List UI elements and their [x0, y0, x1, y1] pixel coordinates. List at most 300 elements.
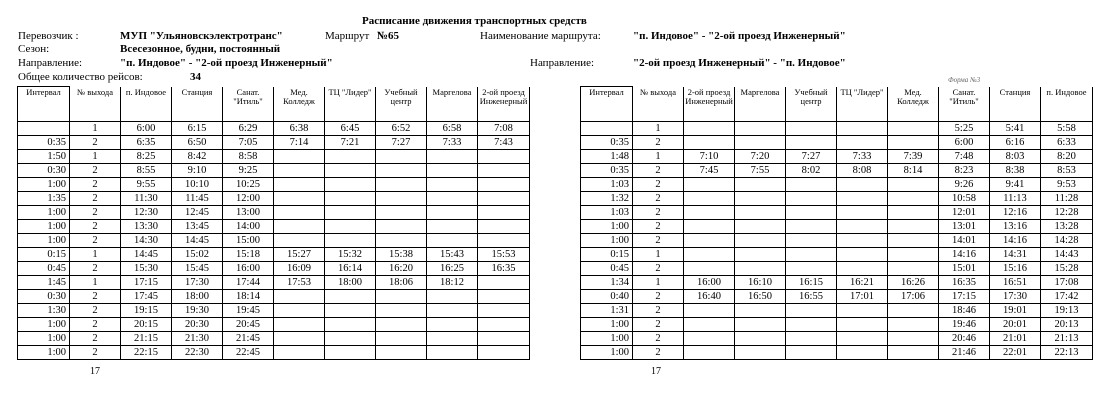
time-cell	[427, 234, 478, 248]
column-header: Учебный центр	[376, 87, 427, 122]
time-cell	[274, 220, 325, 234]
time-cell: 19:13	[1041, 304, 1093, 318]
column-header: 2-ой проезд Инженерный	[684, 87, 735, 122]
time-cell	[684, 220, 735, 234]
interval-cell: 1:00	[18, 346, 70, 360]
exit-number-cell: 2	[70, 346, 121, 360]
exit-number-cell: 1	[70, 122, 121, 136]
column-header: п. Индовое	[1041, 87, 1093, 122]
time-cell: 9:41	[990, 178, 1041, 192]
column-header: ТЦ "Лидер"	[325, 87, 376, 122]
time-cell	[427, 332, 478, 346]
table-row	[18, 220, 530, 234]
carrier-label: Перевозчик :	[18, 30, 79, 42]
time-cell: 18:12	[427, 276, 478, 290]
time-cell: 14:00	[223, 220, 274, 234]
time-cell: 16:21	[837, 276, 888, 290]
time-cell: 22:15	[121, 346, 172, 360]
time-cell	[478, 318, 530, 332]
time-cell: 19:45	[223, 304, 274, 318]
exit-number-cell: 2	[70, 234, 121, 248]
time-cell: 12:28	[1041, 206, 1093, 220]
time-cell: 14:16	[939, 248, 990, 262]
direction-right-label: Направление:	[530, 57, 595, 69]
time-cell	[684, 332, 735, 346]
time-cell: 15:00	[223, 234, 274, 248]
time-cell: 20:46	[939, 332, 990, 346]
exit-number-cell: 1	[70, 276, 121, 290]
time-cell: 10:58	[939, 192, 990, 206]
time-cell	[427, 192, 478, 206]
time-cell	[274, 234, 325, 248]
time-cell	[478, 346, 530, 360]
time-cell	[478, 178, 530, 192]
season-label: Сезон:	[18, 43, 50, 55]
exit-number-cell: 2	[70, 164, 121, 178]
time-cell: 21:45	[223, 332, 274, 346]
time-cell	[325, 150, 376, 164]
exit-number-cell: 2	[633, 220, 684, 234]
time-cell	[274, 150, 325, 164]
interval-cell: 1:00	[18, 206, 70, 220]
time-cell: 12:30	[121, 206, 172, 220]
exit-number-cell: 2	[70, 136, 121, 150]
interval-cell: 0:35	[581, 136, 633, 150]
interval-cell: 0:45	[18, 262, 70, 276]
time-cell	[478, 150, 530, 164]
time-cell	[274, 318, 325, 332]
time-cell: 17:01	[837, 290, 888, 304]
interval-cell: 1:00	[581, 234, 633, 248]
table-row	[18, 192, 530, 206]
time-cell	[735, 136, 786, 150]
interval-cell: 1:00	[581, 346, 633, 360]
route-label: Маршрут	[325, 30, 370, 42]
time-cell: 20:01	[990, 318, 1041, 332]
column-header: Станция	[990, 87, 1041, 122]
table-row	[18, 178, 530, 192]
time-cell	[376, 290, 427, 304]
time-cell: 6:00	[939, 136, 990, 150]
time-cell	[735, 318, 786, 332]
time-cell	[735, 206, 786, 220]
column-header: Станция	[172, 87, 223, 122]
time-cell: 7:10	[684, 150, 735, 164]
time-cell: 19:01	[990, 304, 1041, 318]
time-cell	[376, 220, 427, 234]
exit-number-cell: 1	[633, 248, 684, 262]
time-cell: 14:28	[1041, 234, 1093, 248]
column-header: ТЦ "Лидер"	[837, 87, 888, 122]
table-row	[18, 206, 530, 220]
right-trip-count: 17	[651, 366, 661, 377]
time-cell: 16:50	[735, 290, 786, 304]
time-cell	[376, 192, 427, 206]
time-cell	[888, 332, 939, 346]
column-header: п. Индовое	[121, 87, 172, 122]
time-cell: 8:20	[1041, 150, 1093, 164]
column-header: 2-ой проезд Инженерный	[478, 87, 530, 122]
time-cell: 21:46	[939, 346, 990, 360]
time-cell: 16:20	[376, 262, 427, 276]
time-cell: 16:00	[684, 276, 735, 290]
exit-number-cell: 1	[633, 276, 684, 290]
interval-cell: 1:00	[18, 332, 70, 346]
time-cell	[684, 346, 735, 360]
exit-number-cell: 1	[70, 150, 121, 164]
time-cell	[376, 164, 427, 178]
time-cell: 22:13	[1041, 346, 1093, 360]
time-cell: 8:53	[1041, 164, 1093, 178]
table-row	[18, 304, 530, 318]
time-cell	[735, 346, 786, 360]
time-cell	[684, 262, 735, 276]
interval-cell: 0:30	[18, 290, 70, 304]
time-cell	[427, 318, 478, 332]
time-cell	[786, 136, 837, 150]
table-row	[581, 318, 1093, 332]
time-cell	[837, 136, 888, 150]
form-number: Форма №3	[948, 76, 981, 84]
table-row	[18, 234, 530, 248]
time-cell: 17:30	[172, 276, 223, 290]
time-cell	[478, 192, 530, 206]
time-cell	[478, 304, 530, 318]
time-cell: 15:02	[172, 248, 223, 262]
time-cell: 19:46	[939, 318, 990, 332]
time-cell	[376, 332, 427, 346]
interval-cell: 0:15	[18, 248, 70, 262]
time-cell: 7:14	[274, 136, 325, 150]
time-cell	[684, 206, 735, 220]
time-cell	[376, 234, 427, 248]
time-cell	[735, 248, 786, 262]
time-cell: 16:10	[735, 276, 786, 290]
interval-cell: 0:45	[581, 262, 633, 276]
time-cell: 7:21	[325, 136, 376, 150]
time-cell	[837, 346, 888, 360]
time-cell: 17:06	[888, 290, 939, 304]
time-cell	[684, 234, 735, 248]
time-cell	[684, 248, 735, 262]
time-cell: 14:31	[990, 248, 1041, 262]
time-cell	[888, 122, 939, 136]
time-cell	[786, 318, 837, 332]
time-cell	[837, 122, 888, 136]
time-cell: 16:00	[223, 262, 274, 276]
time-cell: 6:33	[1041, 136, 1093, 150]
right-timetable	[580, 86, 1093, 360]
time-cell	[735, 332, 786, 346]
column-header: Маргелова	[735, 87, 786, 122]
time-cell	[888, 248, 939, 262]
time-cell: 22:30	[172, 346, 223, 360]
time-cell	[786, 192, 837, 206]
time-cell: 15:27	[274, 248, 325, 262]
exit-number-cell: 2	[70, 262, 121, 276]
table-row	[18, 346, 530, 360]
time-cell: 8:03	[990, 150, 1041, 164]
time-cell: 12:16	[990, 206, 1041, 220]
interval-cell: 0:35	[581, 164, 633, 178]
time-cell: 8:14	[888, 164, 939, 178]
time-cell: 16:26	[888, 276, 939, 290]
interval-cell: 1:00	[18, 178, 70, 192]
time-cell	[786, 178, 837, 192]
table-row	[18, 332, 530, 346]
time-cell	[888, 178, 939, 192]
interval-cell: 1:35	[18, 192, 70, 206]
interval-cell: 1:00	[581, 318, 633, 332]
time-cell: 16:09	[274, 262, 325, 276]
interval-cell: 0:30	[18, 164, 70, 178]
time-cell: 7:27	[786, 150, 837, 164]
time-cell: 13:01	[939, 220, 990, 234]
time-cell: 19:15	[121, 304, 172, 318]
time-cell: 7:08	[478, 122, 530, 136]
table-row	[581, 304, 1093, 318]
time-cell: 16:51	[990, 276, 1041, 290]
time-cell: 6:29	[223, 122, 274, 136]
time-cell: 7:27	[376, 136, 427, 150]
time-cell: 13:00	[223, 206, 274, 220]
time-cell	[427, 150, 478, 164]
interval-cell: 1:03	[581, 178, 633, 192]
time-cell: 17:30	[990, 290, 1041, 304]
exit-number-cell: 2	[633, 290, 684, 304]
exit-number-cell: 2	[70, 206, 121, 220]
time-cell	[325, 192, 376, 206]
column-header: Учебный центр	[786, 87, 837, 122]
time-cell	[735, 178, 786, 192]
column-header: Санат. "Итиль"	[223, 87, 274, 122]
column-header: Интервал	[18, 87, 70, 122]
time-cell: 18:14	[223, 290, 274, 304]
time-cell: 18:00	[325, 276, 376, 290]
time-cell: 17:42	[1041, 290, 1093, 304]
exit-number-cell: 1	[633, 122, 684, 136]
time-cell: 8:58	[223, 150, 274, 164]
time-cell: 6:50	[172, 136, 223, 150]
interval-cell	[18, 122, 70, 136]
time-cell	[274, 290, 325, 304]
left-timetable	[17, 86, 530, 360]
time-cell: 8:08	[837, 164, 888, 178]
time-cell	[837, 248, 888, 262]
column-header: Санат. "Итиль"	[939, 87, 990, 122]
time-cell: 7:43	[478, 136, 530, 150]
time-cell: 12:00	[223, 192, 274, 206]
time-cell: 13:28	[1041, 220, 1093, 234]
table-row	[18, 276, 530, 290]
time-cell: 18:06	[376, 276, 427, 290]
left-trip-count: 17	[90, 366, 100, 377]
time-cell: 16:25	[427, 262, 478, 276]
column-header: № выхода	[633, 87, 684, 122]
interval-cell: 0:15	[581, 248, 633, 262]
exit-number-cell: 2	[633, 164, 684, 178]
time-cell	[325, 178, 376, 192]
exit-number-cell: 1	[70, 248, 121, 262]
time-cell	[478, 290, 530, 304]
route-name-label: Наименование маршрута:	[480, 30, 601, 42]
time-cell: 9:53	[1041, 178, 1093, 192]
time-cell	[376, 150, 427, 164]
exit-number-cell: 2	[633, 136, 684, 150]
exit-number-cell: 2	[633, 206, 684, 220]
time-cell	[837, 192, 888, 206]
time-cell	[786, 206, 837, 220]
time-cell	[274, 304, 325, 318]
time-cell: 17:53	[274, 276, 325, 290]
table-row	[581, 276, 1093, 290]
time-cell	[478, 220, 530, 234]
time-cell: 16:35	[939, 276, 990, 290]
time-cell	[427, 220, 478, 234]
time-cell: 16:55	[786, 290, 837, 304]
time-cell	[478, 234, 530, 248]
time-cell: 11:45	[172, 192, 223, 206]
time-cell	[888, 234, 939, 248]
time-cell	[786, 234, 837, 248]
route-value: №65	[377, 30, 400, 42]
table-row	[581, 290, 1093, 304]
time-cell: 18:00	[172, 290, 223, 304]
time-cell	[376, 178, 427, 192]
time-cell: 8:42	[172, 150, 223, 164]
column-header: Мед. Колледж	[274, 87, 325, 122]
table-row	[18, 290, 530, 304]
time-cell: 16:40	[684, 290, 735, 304]
time-cell: 8:25	[121, 150, 172, 164]
time-cell	[274, 192, 325, 206]
table-row	[18, 318, 530, 332]
time-cell: 13:30	[121, 220, 172, 234]
time-cell: 20:15	[121, 318, 172, 332]
time-cell	[786, 122, 837, 136]
table-row	[581, 346, 1093, 360]
direction-left-label: Направление:	[18, 57, 83, 69]
exit-number-cell: 2	[70, 178, 121, 192]
time-cell: 22:01	[990, 346, 1041, 360]
time-cell	[684, 192, 735, 206]
interval-cell: 1:34	[581, 276, 633, 290]
time-cell	[376, 318, 427, 332]
time-cell: 21:13	[1041, 332, 1093, 346]
time-cell: 13:16	[990, 220, 1041, 234]
time-cell	[786, 248, 837, 262]
time-cell	[837, 234, 888, 248]
time-cell	[786, 332, 837, 346]
time-cell: 15:30	[121, 262, 172, 276]
time-cell	[888, 220, 939, 234]
time-cell: 7:20	[735, 150, 786, 164]
time-cell	[837, 220, 888, 234]
trips-label: Общее количество рейсов:	[18, 71, 143, 83]
time-cell: 20:45	[223, 318, 274, 332]
time-cell	[325, 304, 376, 318]
exit-number-cell: 1	[633, 150, 684, 164]
time-cell	[888, 192, 939, 206]
time-cell	[735, 220, 786, 234]
time-cell	[888, 262, 939, 276]
time-cell: 21:15	[121, 332, 172, 346]
time-cell	[325, 206, 376, 220]
time-cell	[735, 192, 786, 206]
time-cell: 14:45	[172, 234, 223, 248]
time-cell	[325, 234, 376, 248]
time-cell: 14:01	[939, 234, 990, 248]
exit-number-cell: 2	[633, 304, 684, 318]
time-cell: 6:35	[121, 136, 172, 150]
time-cell	[684, 178, 735, 192]
time-cell: 16:35	[478, 262, 530, 276]
time-cell: 15:43	[427, 248, 478, 262]
time-cell: 14:16	[990, 234, 1041, 248]
time-cell	[888, 304, 939, 318]
table-row	[581, 206, 1093, 220]
time-cell	[735, 262, 786, 276]
time-cell: 8:23	[939, 164, 990, 178]
time-cell: 6:16	[990, 136, 1041, 150]
time-cell	[274, 164, 325, 178]
time-cell: 16:14	[325, 262, 376, 276]
table-row	[581, 248, 1093, 262]
time-cell	[325, 318, 376, 332]
time-cell	[888, 318, 939, 332]
time-cell: 9:26	[939, 178, 990, 192]
table-row	[18, 136, 530, 150]
time-cell	[837, 304, 888, 318]
time-cell	[478, 164, 530, 178]
carrier-value: МУП "Ульяновскэлектротранс"	[120, 30, 283, 42]
time-cell: 11:28	[1041, 192, 1093, 206]
time-cell: 11:30	[121, 192, 172, 206]
time-cell: 8:38	[990, 164, 1041, 178]
time-cell: 15:01	[939, 262, 990, 276]
time-cell: 6:38	[274, 122, 325, 136]
time-cell	[786, 304, 837, 318]
table-row	[581, 178, 1093, 192]
time-cell: 8:55	[121, 164, 172, 178]
time-cell	[427, 164, 478, 178]
time-cell: 17:15	[939, 290, 990, 304]
time-cell: 15:32	[325, 248, 376, 262]
time-cell: 21:30	[172, 332, 223, 346]
table-row	[18, 150, 530, 164]
time-cell	[427, 304, 478, 318]
interval-cell: 1:00	[18, 234, 70, 248]
time-cell: 7:55	[735, 164, 786, 178]
interval-cell: 1:00	[581, 220, 633, 234]
time-cell: 19:30	[172, 304, 223, 318]
exit-number-cell: 2	[633, 318, 684, 332]
page-title: Расписание движения транспортных средств	[362, 15, 587, 27]
time-cell	[325, 346, 376, 360]
interval-cell: 1:45	[18, 276, 70, 290]
time-cell	[325, 290, 376, 304]
column-header: Маргелова	[427, 87, 478, 122]
time-cell: 7:48	[939, 150, 990, 164]
time-cell	[888, 136, 939, 150]
season-value: Всесезонное, будни, постоянный	[120, 43, 281, 55]
table-row	[581, 192, 1093, 206]
time-cell	[427, 178, 478, 192]
table-row	[581, 332, 1093, 346]
time-cell	[837, 206, 888, 220]
time-cell	[684, 304, 735, 318]
interval-cell: 0:40	[581, 290, 633, 304]
